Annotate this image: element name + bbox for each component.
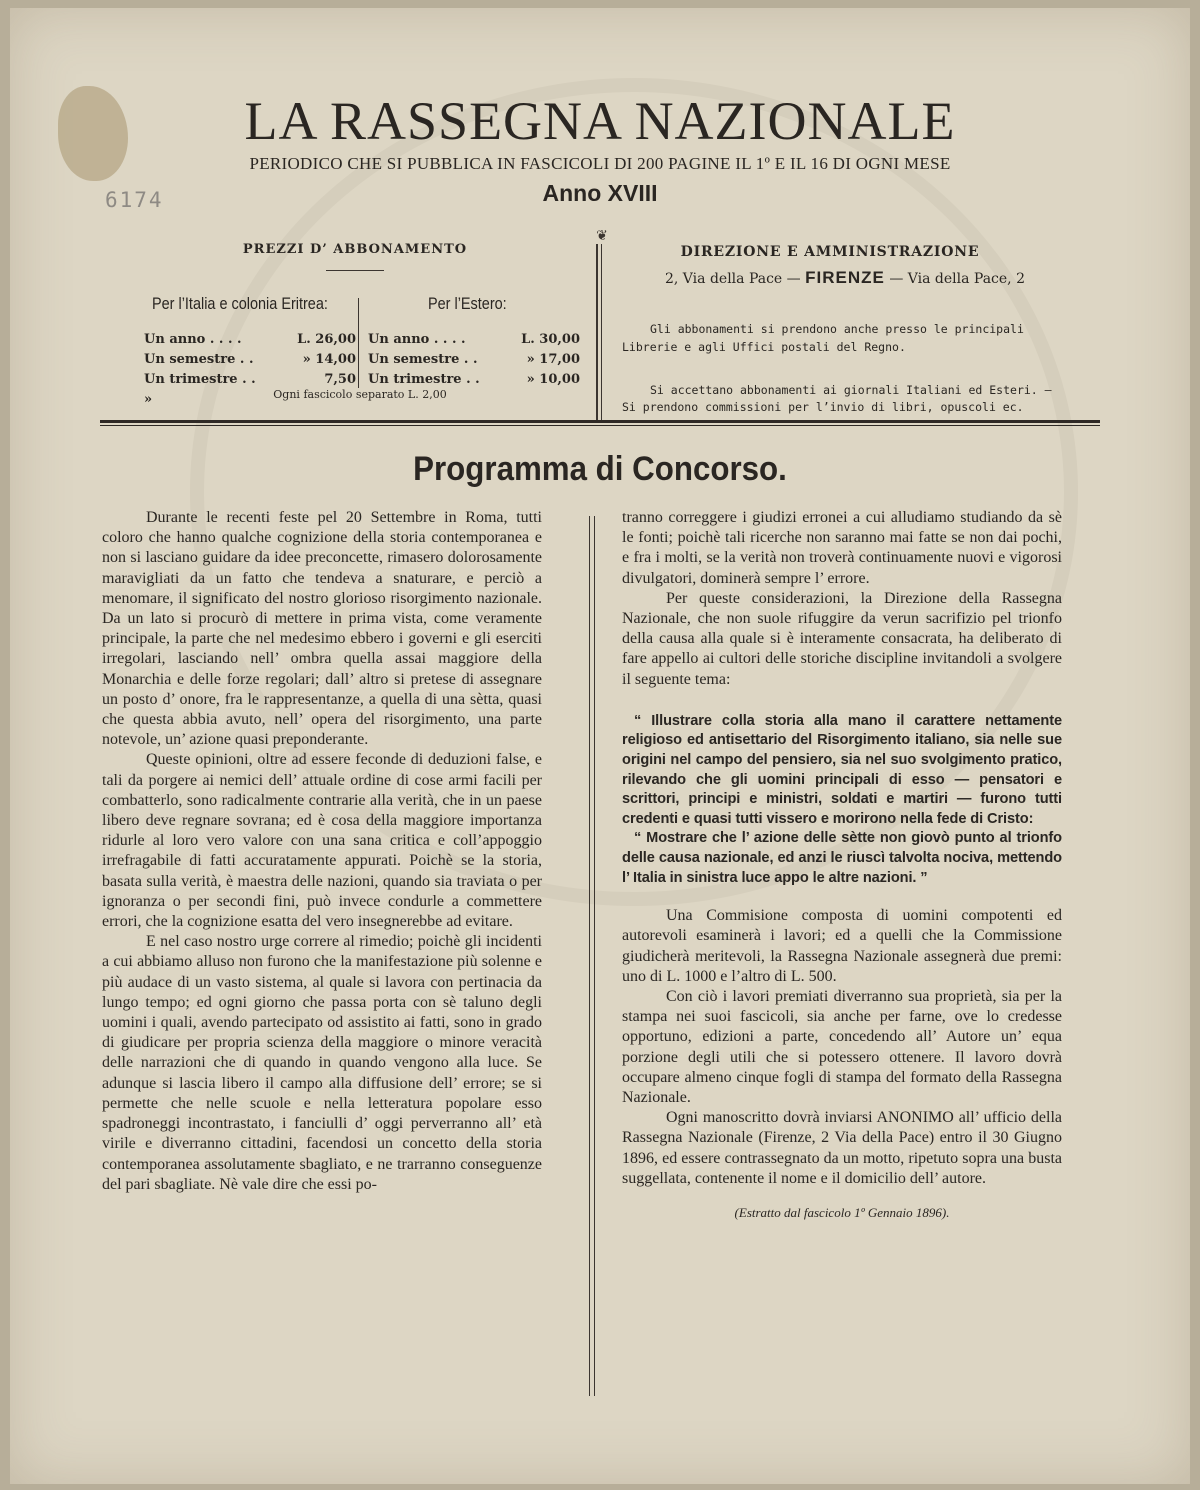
prices-rule	[326, 270, 384, 271]
header-divider-thin	[601, 244, 602, 420]
paragraph: Con ciò i lavori premiati diverranno sua proprietà, sia per la stampa nei suoi fascicoli, sia anche per farne, ove lo credesse opportuno, edizioni a parte, concedendo all’ Autore un’ equa porzione degli utili che si potessero ottenere. Il lavoro dovrà occupare almeno cinque fogli di stampa del formato della Rassegna Nazionale.	[622, 987, 1062, 1106]
paragraph: Per queste considerazioni, la Direzione della Rassegna Nazionale, che non suole rifuggire da verun sacrifizio pel trionfo della causa alla quale si è interamente consacrata, ha deliberato di fare appello ai cultori delle storiche discipline invitandoli a svolgere il seguente tema:	[622, 589, 1062, 688]
masthead-year: Anno XVIII	[542, 180, 658, 206]
paragraph: Durante le recenti feste pel 20 Settembre in Roma, tutti coloro che hanno qualche cognizione della storia contemporanea e non si lasciano guidare da idee preconcette, rimasero dolorosamente maravigliati da un fatto che tendeva a snaturare, e perciò a menomare, il significato del nostro glorioso risorgimento nazionale. Da un lato si procurò di mettere in prima vista, come veramente principale, la parte che nel medesimo ebbero i governi e gli eserciti irregolari, lasciando nell’ ombra quella assai maggiore della Monarchia e delle forze regolari; dall’ altro si pretese di assegnare un posto d’ onore, fra le rappresentanze, a quella di una sètta, quasi che questa abbia avuto, nell’ opera del risorgimento, una parte notevole, un’ azione quasi preponderante.	[102, 509, 542, 749]
direction-note-2: Si accettano abbonamenti ai giornali Italiani ed Esteri. — Si prendono commissioni per l’invio di libri, opuscoli ec.	[622, 383, 1052, 414]
inventory-number: 6174	[105, 188, 164, 212]
single-issue-price: Ogni fascicolo separato L. 2,00	[273, 388, 447, 401]
direction-note: Gli abbonamenti si prendono anche presso le principali Librerie e agli Uffici postali del Regno.	[622, 322, 1024, 354]
prices-divider	[358, 298, 359, 388]
header-divider	[596, 244, 598, 420]
paragraph: Una Commisione composta di uomini compotenti ed autorevoli esaminerà i lavori; ed a quelli che la Commissione giudicherà meritevoli, la Rassegna Nazionale assegnerà due premi: uno di L. 1000 e l’altro di L. 500.	[622, 907, 1062, 985]
ornament-icon: ❦	[596, 228, 608, 244]
prices-abroad-heading: Per l’Estero:	[428, 294, 507, 313]
extract-note: (Estratto dal fascicolo 1º Gennaio 1896).	[734, 1205, 950, 1221]
price-row: Un trimestre . . » 7,50	[144, 372, 356, 407]
paragraph: E nel caso nostro urge correre al rimedio; poichè gli incidenti a cui abbiamo alluso non furono che la manifestazione più solenne e più audace di un vasto sistema, al quale si lavora con pertinacia da lungo tempo; ed ogni giorno che passa porta con sè taluno degli uomini i quali, avendo partecipato od assistito ai fatti, sono in grado di giudicare per propria scienza della maggiore o minore veracità delle narrazioni che di quando in quando vengono alla luce. Se adunque si lascia libero il campo alla diffusione dell’ errore; se si permette che nelle scuole e nella letteratura popolare esso spadroneggi incontrastato, i fanciulli d’ oggi perverranno all’ età virile e diverranno cittadini, facendosi un concetto della storia contemporanea assolutamente sbagliato, e ne trarranno conseguenze del pari sbagliate. Nè vale dire che essi po-	[102, 933, 542, 1193]
column-divider-thin	[594, 516, 595, 1396]
column-divider	[589, 516, 590, 1396]
right-column	[622, 508, 1062, 1223]
price-row: Un anno . . . . L. 26,00	[144, 332, 356, 347]
theme-part: “ Illustrare colla storia alla mano il carattere nettamente religioso ed antisettario del Risorgimento italiano, sia nelle sue origini nel campo del pensiero, sia nel suo svolgimento pratico, rilevando che gli uomini principali di esso — pensatori e scrittori, principi e ministri, soldati e martiri — furono tutti credenti e quasi tutti vissero e morirono nella fede di Cristo:	[622, 712, 1062, 827]
price-row: Un semestre . . » 14,00	[144, 352, 356, 367]
prices-italy-heading: Per l’Italia e colonia Eritrea:	[152, 294, 328, 313]
direction-address: 2, Via della Pace — FIRENZE — Via della Pace, 2	[665, 268, 1025, 287]
paragraph: tranno correggere i giudizi erronei a cui alludiamo studiando da sè le fonti; poichè tali ricerche non saranno mai fatte se non dai pochi, e fra i molti, se la verità non troverà continuamente nuovi e vigorosi divulgatori, dominerà sempre l’ errore.	[622, 509, 1062, 587]
header-rule-thin	[100, 425, 1100, 426]
contest-theme	[622, 712, 1062, 888]
paragraph: Ogni manoscritto dovrà inviarsi ANONIMO all’ ufficio della Rassegna Nazionale (Firenze, 2 Via della Pace) entro il 30 Giugno 1896, ed essere contrassegnato da un motto, ripetuto sopra una busta suggellata, contenente il nome e il domicilio dell’ autore.	[622, 1109, 1062, 1187]
price-row: Un semestre . . » 17,00	[368, 352, 580, 367]
document-page	[10, 8, 1190, 1484]
direction-title: DIREZIONE E AMMINISTRAZIONE	[680, 244, 980, 260]
city-name: FIRENZE	[805, 268, 885, 287]
theme-part: “ Mostrare che l’ azione delle sètte non giovò punto al trionfo delle causa nazionale, ed anzi le riuscì talvolta nociva, mettendo l’ Italia in sinistra luce appo le altre nazioni. ”	[622, 830, 1062, 886]
prices-abroad-table	[368, 330, 580, 390]
price-row: Un trimestre . . » 10,00	[368, 372, 580, 387]
program-title: Programma di Concorso.	[413, 450, 787, 488]
masthead-subtitle: PERIODICO CHE SI PUBBLICA IN FASCICOLI DI 200 PAGINE IL 1º E IL 16 DI OGNI MESE	[249, 154, 951, 173]
masthead-title: LA RASSEGNA NAZIONALE	[244, 91, 956, 151]
price-row: Un anno . . . . L. 30,00	[368, 332, 580, 347]
header-rule	[100, 420, 1100, 423]
paragraph: Queste opinioni, oltre ad essere feconde di deduzioni false, e tali da porgere ai nemici dell’ attuale ordine di cose armi facili per combatterlo, sono radicalmente contrarie alla verità, che in un paese libero deve regnare sovrana; ed è cosa della maggiore importanza ridurle al loro vero valore con una sana critica e coll’appoggio irrefragabile di fatti accuratamente appurati. Poichè se la storia, basata sulla verità, è maestra delle nazioni, quando sia traviata o per ignoranza o per secondi fini, può invece condurle a commettere errori, che la cognizione esatta del vero insegnerebbe ad evitare.	[102, 751, 542, 931]
prices-title: PREZZI D’ ABBONAMENTO	[242, 242, 468, 257]
left-column	[102, 508, 542, 1195]
prices-italy-table	[144, 330, 356, 407]
